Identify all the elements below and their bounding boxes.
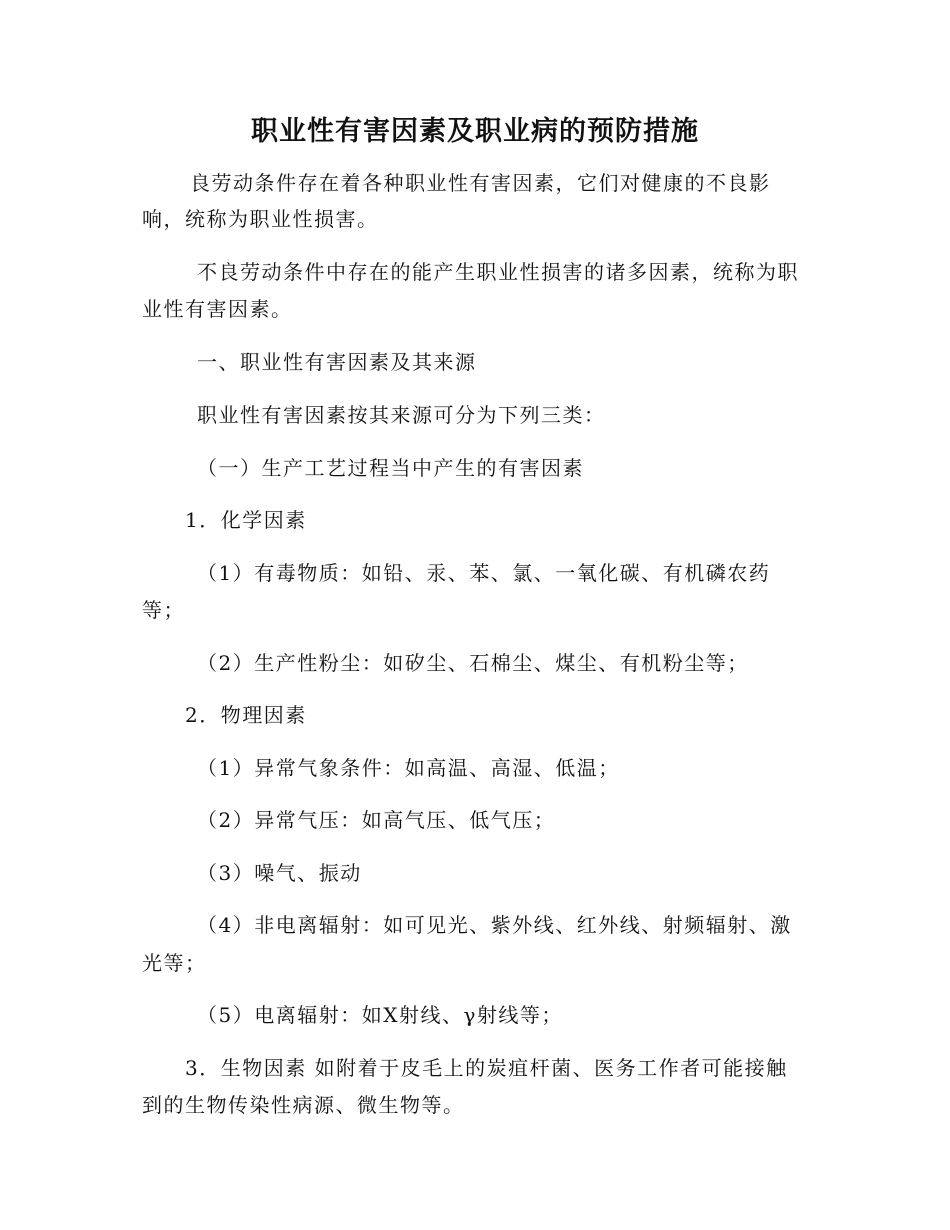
- document-title: 职业性有害因素及职业病的预防措施: [251, 116, 699, 147]
- paragraph-line: 业性有害因素。: [142, 297, 293, 321]
- list-item: （2）生产性粉尘：如矽尘、石棉尘、煤尘、有机粉尘等；: [197, 651, 749, 675]
- item-heading: 2．物理因素: [185, 703, 307, 727]
- list-item-continuation: 等；: [142, 598, 185, 622]
- item-heading: 3．生物因素 如附着于皮毛上的炭疽杆菌、医务工作者可能接触: [185, 1056, 788, 1080]
- list-item-continuation: 光等；: [142, 951, 207, 975]
- list-item: （1）有毒物质：如铅、汞、苯、氯、一氧化碳、有机磷农药: [197, 561, 771, 585]
- paragraph-line: 职业性有害因素按其来源可分为下列三类：: [197, 403, 606, 427]
- paragraph-line: 到的生物传染性病源、微生物等。: [142, 1093, 465, 1117]
- item-heading: 1．化学因素: [185, 508, 307, 532]
- list-item: （1）异常气象条件：如高温、高湿、低温；: [197, 756, 620, 780]
- subsection-heading: （一）生产工艺过程当中产生的有害因素: [197, 456, 584, 480]
- section-heading: 一、职业性有害因素及其来源: [197, 350, 477, 374]
- list-item: （2）异常气压：如高气压、低气压；: [197, 808, 556, 832]
- paragraph-line: 良劳动条件存在着各种职业性有害因素，它们对健康的不良影: [190, 171, 771, 195]
- list-item: （5）电离辐射：如X射线、γ射线等；: [197, 1003, 563, 1027]
- paragraph-line: 响，统称为职业性损害。: [142, 207, 379, 231]
- list-item: （3）噪气、振动: [197, 861, 362, 885]
- list-item: （4）非电离辐射：如可见光、紫外线、红外线、射频辐射、激: [197, 913, 792, 937]
- paragraph-line: 不良劳动条件中存在的能产生职业性损害的诸多因素，统称为职: [197, 260, 799, 284]
